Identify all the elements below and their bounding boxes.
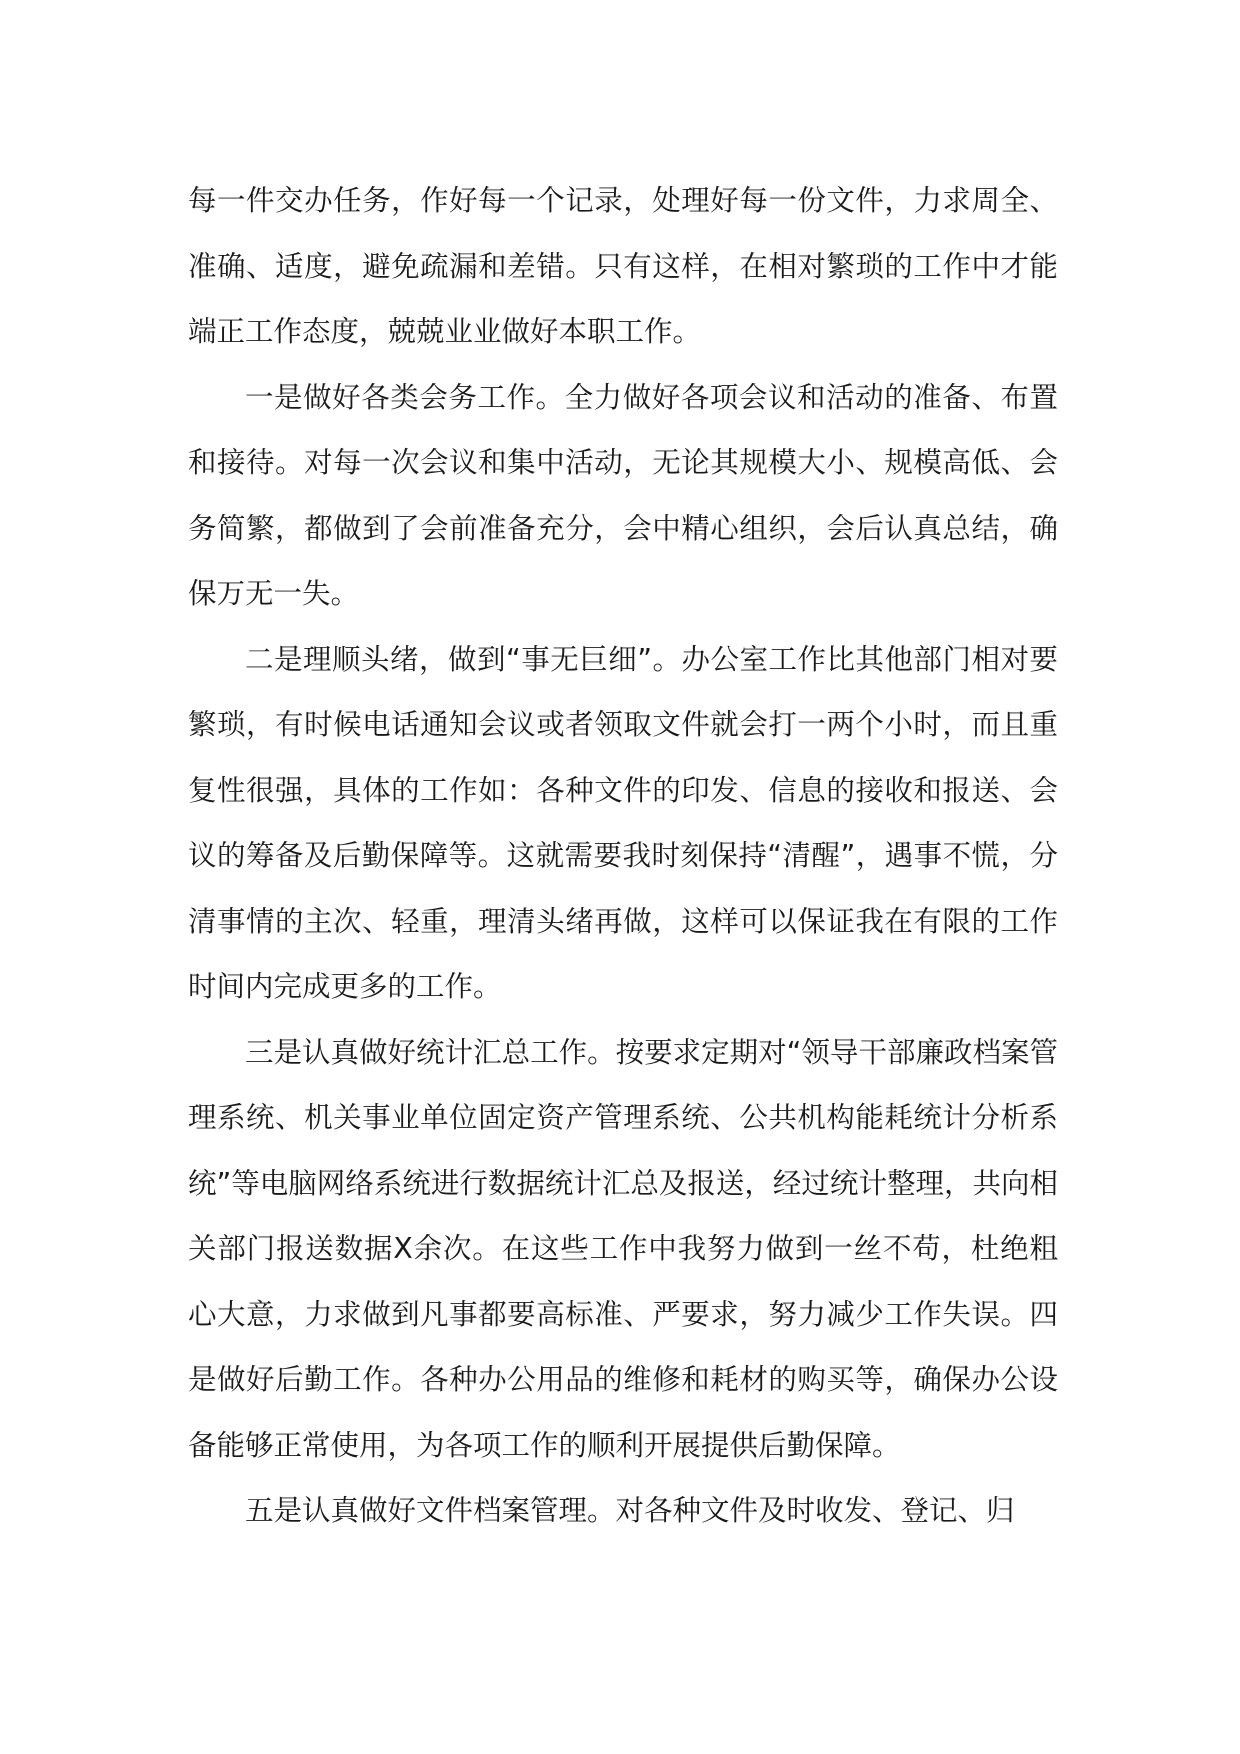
document-body [188, 168, 1058, 1544]
paragraph-point-three: 三是认真做好统计汇总工作。按要求定期对“领导干部廉政档案管理系统、机关事业单位固定资产管理系统、公共机构能耗统计分析系统”等电脑网络系统进行数据统计汇总及报送，经过统计整理，共向相关部门报送数据X余次。在这些工作中我努力做到一丝不苟，杜绝粗心大意，力求做到凡事都要高标准、严要求，努力减少工作失误。四是做好后勤工作。各种办公用品的维修和耗材的购买等，确保办公设备能够正常使用，为各项工作的顺利开展提供后勤保障。 [188, 1035, 1058, 1462]
paragraph-point-two: 二是理顺头绪，做到“事无巨细”。办公室工作比其他部门相对要繁琐，有时候电话通知会议或者领取文件就会打一两个小时，而且重复性很强，具体的工作如：各种文件的印发、信息的接收和报送、会议的筹备及后勤保障等。这就需要我时刻保持“清醒”，遇事不慌，分清事情的主次、轻重，理清头绪再做，这样可以保证我在有限的工作时间内完成更多的工作。 [188, 642, 1058, 1003]
paragraph-continuation: 每一件交办任务，作好每一个记录，处理好每一份文件，力求周全、准确、适度，避免疏漏和差错。只有这样，在相对繁琐的工作中才能端正工作态度，兢兢业业做好本职工作。 [188, 184, 1058, 348]
paragraph-point-five: 五是认真做好文件档案管理。对各种文件及时收发、登记、归 [245, 1494, 1015, 1527]
paragraph-point-one: 一是做好各类会务工作。全力做好各项会议和活动的准备、布置和接待。对每一次会议和集中活动，无论其规模大小、规模高低、会务简繁，都做到了会前准备充分，会中精心组织，会后认真总结，确保万无一失。 [188, 380, 1058, 610]
